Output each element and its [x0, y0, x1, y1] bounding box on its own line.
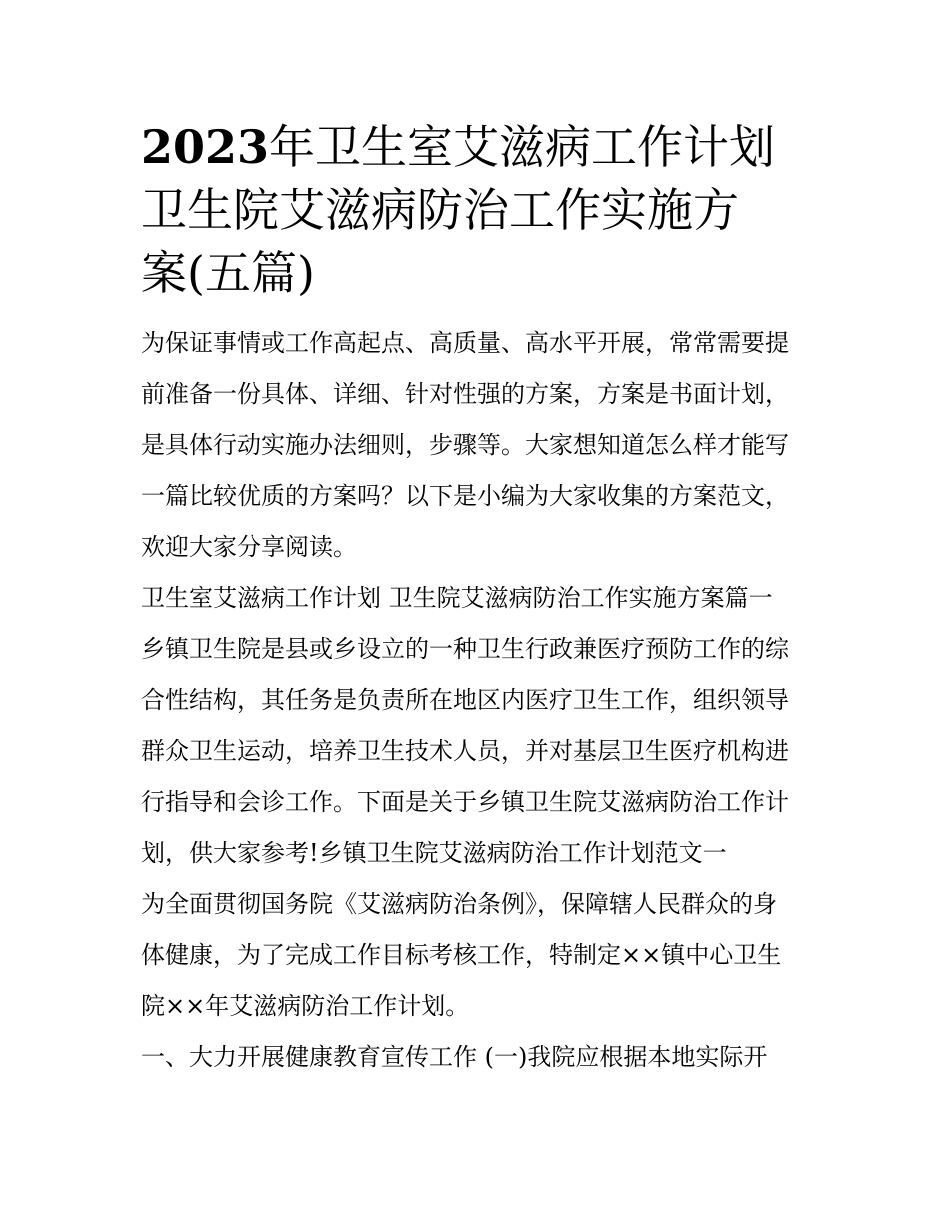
title-year: 2023 — [141, 120, 270, 174]
title-line-1-text: 年卫生室艾滋病工作计划 — [269, 120, 776, 174]
paragraph-line: 一、大力开展健康教育宣传工作 (一)我院应根据本地实际开 — [141, 1043, 768, 1071]
paragraph-line: 乡镇卫生院是县或乡设立的一种卫生行政兼医疗预防工作的综 — [141, 635, 789, 663]
paragraph-line: 为全面贯彻国务院《艾滋病防治条例》，保障辖人民群众的身 — [141, 890, 777, 918]
title-line-1 — [141, 116, 813, 179]
document-title — [141, 116, 813, 305]
paragraph-line: 体健康，为了完成工作目标考核工作，特制定××镇中心卫生 — [141, 941, 782, 969]
title-line-3: 案(五篇) — [141, 246, 315, 300]
paragraph-line: 前准备一份具体、详细、针对性强的方案，方案是书面计划， — [141, 380, 789, 408]
body-paragraph-3 — [141, 1032, 813, 1083]
paragraph-line: 欢迎大家分享阅读。 — [141, 533, 357, 561]
paragraph-line: 行指导和会诊工作。下面是关于乡镇卫生院艾滋病防治工作计 — [141, 788, 789, 816]
body-paragraph-1 — [141, 624, 813, 879]
body-paragraph-2 — [141, 879, 813, 1032]
paragraph-line: 卫生室艾滋病工作计划 卫生院艾滋病防治工作实施方案篇一 — [141, 584, 773, 612]
paragraph-line: 是具体行动实施办法细则，步骤等。大家想知道怎么样才能写 — [141, 431, 789, 459]
section-heading-paragraph — [141, 573, 813, 624]
paragraph-line: 院××年艾滋病防治工作计划。 — [141, 992, 470, 1020]
document-body — [141, 116, 813, 1083]
paragraph-line: 为保证事情或工作高起点、高质量、高水平开展，常常需要提 — [141, 329, 789, 357]
paragraph-line: 一篇比较优质的方案吗？以下是小编为大家收集的方案范文， — [141, 482, 789, 510]
intro-paragraph — [141, 318, 813, 573]
paragraph-line: 划，供大家参考!乡镇卫生院艾滋病防治工作计划范文一 — [141, 839, 727, 867]
paragraph-line: 群众卫生运动，培养卫生技术人员，并对基层卫生医疗机构进 — [141, 737, 789, 765]
title-line-2: 卫生院艾滋病防治工作实施方 — [141, 183, 739, 237]
paragraph-line: 合性结构，其任务是负责所在地区内医疗卫生工作，组织领导 — [141, 686, 789, 714]
